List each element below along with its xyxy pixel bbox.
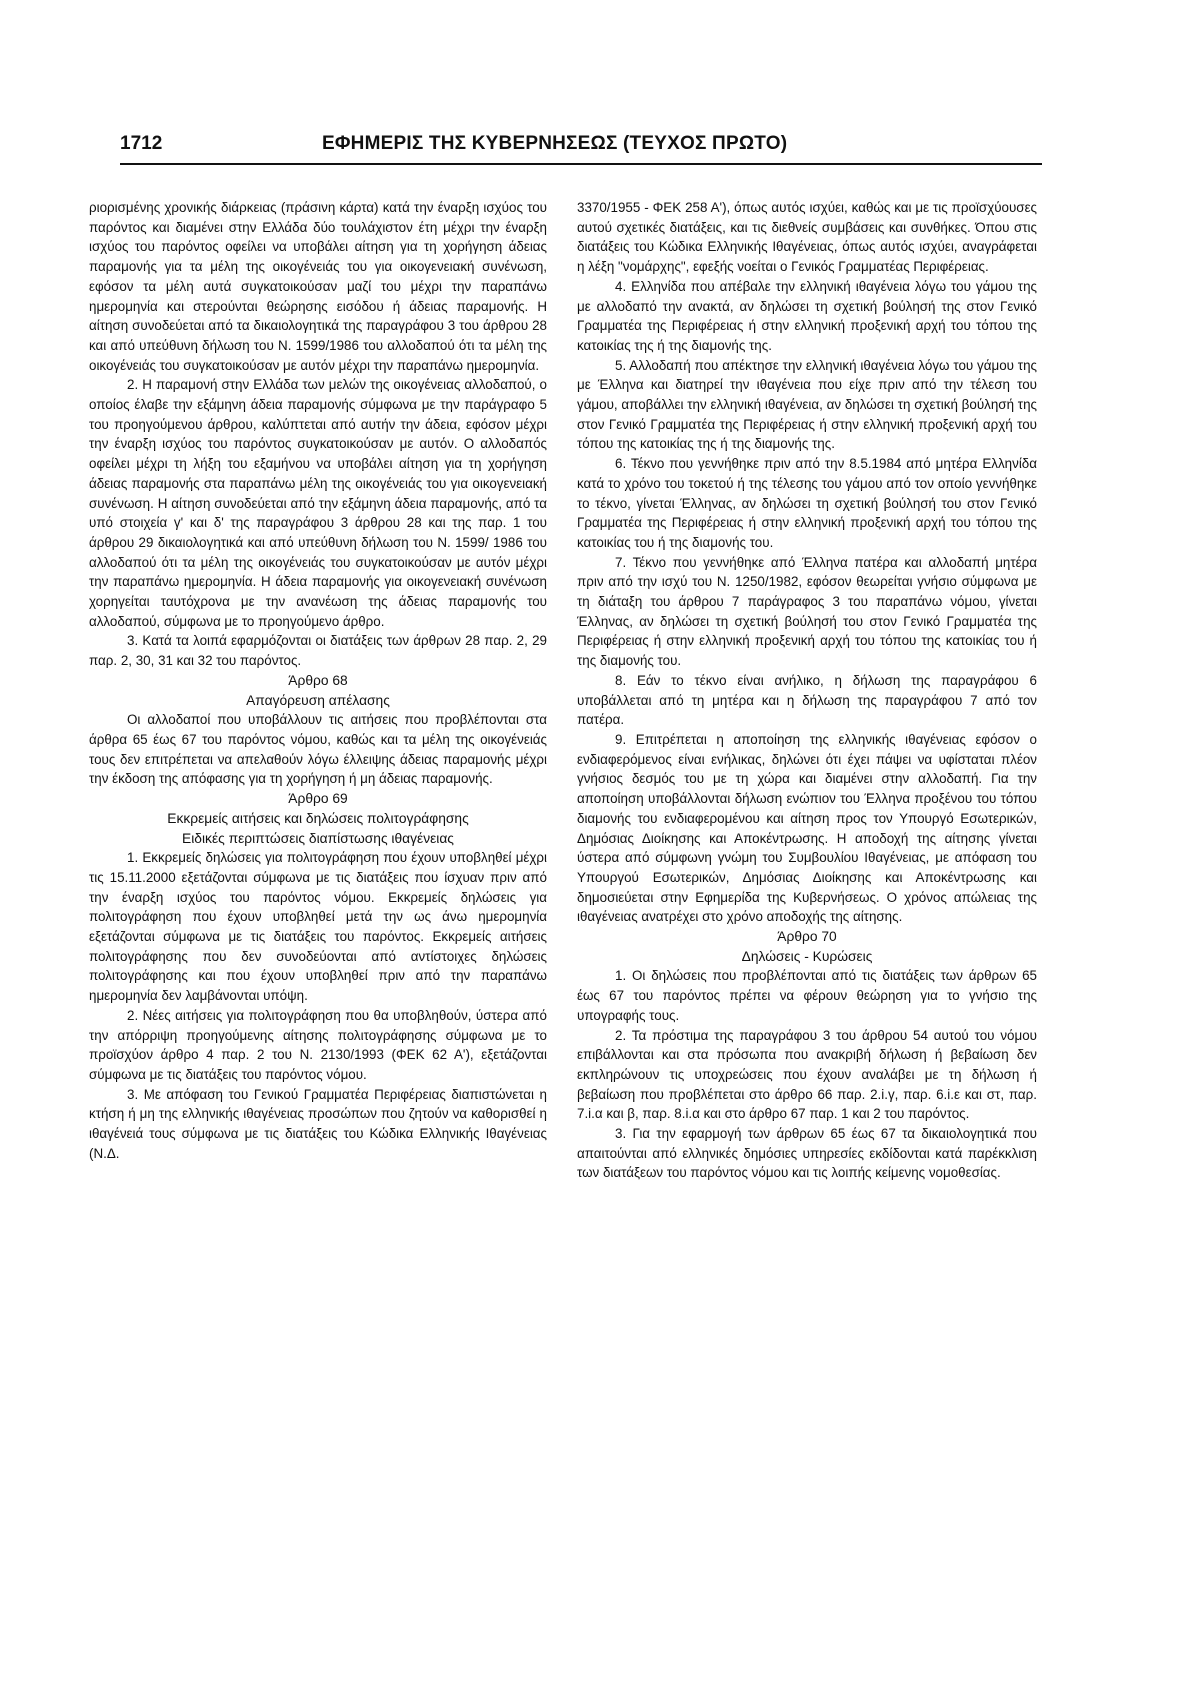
paragraph: 2. Νέες αιτήσεις για πολιτογράφηση που θα υποβληθούν, ύστερα από την απόρριψη προηγούμενης αίτησης πολιτογράφησης σύμφωνα με το προϊσχύον άρθρο 4 παρ. 2 του Ν. 2130/1993 (ΦΕΚ 62 Α'), εξετάζονται σύμφωνα με τις διατάξεις του παρόντος νόμου.	[89, 1007, 547, 1082]
paragraph: 2. Τα πρόστιμα της παραγράφου 3 του άρθρου 54 αυτού του νόμου επιβάλλονται και στα πρόσωπα που ανακριβή δήλωση ή βεβαίωση δεν εκπληρώνουν τις υποχρεώσεις που έχουν αναλάβει με τη δήλωση ή βεβαίωση που προβλέπεται στο άρθρο 66 παρ. 2.i.γ, παρ. 6.i.ε και στ, παρ. 7.i.α και β, παρ. 8.i.α και στο άρθρο 67 παρ. 1 και 2 του παρόντος.	[577, 1027, 1037, 1122]
paragraph: 9. Επιτρέπεται η αποποίηση της ελληνικής ιθαγένειας εφόσον ο ενδιαφερόμενος είναι ενήλικας, δηλώνει ότι έχει πάψει να υφίσταται πλέον γνήσιος δεσμός του με τη χώρα και διαμένει στην αλλοδαπή. Για την αποποίηση υποβάλλονται δήλωση ενώπιον του Έλληνα προξένου του τόπου διαμονής του ενδιαφερομένου και αίτηση προς τον Υπουργό Εσωτερικών, Δημόσιας Διοίκησης και Αποκέντρωσης. Η αποδοχή της αίτησης γίνεται ύστερα από σύμφωνη γνώμη του Συμβουλίου Ιθαγένειας, με απόφαση του Υπουργού Εσωτερικών, Δημόσιας Διοίκησης και Αποκέντρωσης και δημοσιεύεται στην Εφημερίδα της Κυβερνήσεως. Ο χρόνος απώλειας της ιθαγένειας ανατρέχει στο χρόνο αποδοχής της αίτησης.	[577, 731, 1037, 925]
header-rule	[120, 163, 1042, 165]
page-number: 1712	[120, 133, 163, 154]
paragraph: 3. Για την εφαρμογή των άρθρων 65 έως 67 τα δικαιολογητικά που απαιτούνται από ελληνικές δημόσιες υπηρεσίες εκδίδονται κατά παρέκκλιση των διατάξεων του παρόντος νόμου και τις λοιπής κείμενης νομοθεσίας.	[577, 1126, 1037, 1181]
journal-title: ΕΦΗΜΕΡΙΣ ΤΗΣ ΚΥΒΕΡΝΗΣΕΩΣ (ΤΕΥΧΟΣ ΠΡΩΤΟ)	[322, 133, 788, 154]
paragraph: 4. Ελληνίδα που απέβαλε την ελληνική ιθαγένεια λόγω του γάμου της με αλλοδαπό την ανακτά, αν δηλώσει τη σχετική βούλησή της στον Γενικό Γραμματέα της Περιφέρειας ή στην ελληνική προξενική αρχή του τόπου της κατοικίας της ή της διαμονής της.	[577, 278, 1037, 353]
paragraph: 3. Με απόφαση του Γενικού Γραμματέα Περιφέρειας διαπιστώνεται η κτήση ή μη της ελληνικής ιθαγένειας προσώπων που ζητούν να καθορισθεί η ιθαγένειά τους σύμφωνα με τις διατάξεις του Κώδικα Ελληνικής Ιθαγένειας (Ν.Δ.	[89, 1086, 547, 1161]
page-header	[120, 133, 1042, 163]
paragraph: 8. Εάν το τέκνο είναι ανήλικο, η δήλωση της παραγράφου 6 υποβάλλεται από τη μητέρα και η δήλωση της παραγράφου 7 από τον πατέρα.	[577, 672, 1037, 728]
paragraph: 3370/1955 - ΦΕΚ 258 Α'), όπως αυτός ισχύει, καθώς και με τις προϊσχύουσες αυτού σχετικές διατάξεις, και τις διεθνείς συμβάσεις και συνθήκες. Όπου στις διατάξεις του Κώδικα Ελληνικής Ιθαγένειας, όπως αυτός ισχύει, αναγράφεται η λέξη "νομάρχης", εφεξής νοείται ο Γενικός Γραμματέας Περιφέρειας.	[577, 200, 1037, 275]
paragraph: Οι αλλοδαποί που υποβάλλουν τις αιτήσεις που προβλέπονται στα άρθρα 65 έως 67 του παρόντος νόμου, καθώς και τα μέλη της οικογένειάς τους δεν επιτρέπεται να απελαθούν λόγω έλλειψης άδειας παραμονής μέχρι την έκδοση της απόφασης για τη χορήγηση ή μη άδειας παραμονής.	[89, 712, 547, 787]
paragraph: 5. Αλλοδαπή που απέκτησε την ελληνική ιθαγένεια λόγω του γάμου της με Έλληνα και διατηρεί την ιθαγένεια που είχε πριν από την τέλεση του γάμου, αποβάλλει την ελληνική ιθαγένεια, αν δηλώσει τη σχετική βούλησή της στον Γενικό Γραμματέα της Περιφέρειας ή στην ελληνική προξενική αρχή του τόπου της κατοικίας της ή της διαμονής της.	[577, 357, 1037, 452]
paragraph: ριορισμένης χρονικής διάρκειας (πράσινη κάρτα) κατά την έναρξη ισχύος του παρόντος και διαμένει στην Ελλάδα δύο τουλάχιστον έτη μέχρι την έναρξη ισχύος του παρόντος οφείλει να υποβάλει αίτηση για τη χορήγηση άδειας παραμονής για τα μέλη της οικογένειάς του για οικογενειακή συνένωση, εφόσον τα μέλη αυτά συγκατοικούσαν μαζί του μέχρι την παραπάνω ημερομηνία και στερούνται θεώρησης εισόδου ή άδειας παραμονής. Η αίτηση συνοδεύεται από τα δικαιολογητικά της παραγράφου 3 του άρθρου 28 και από υπεύθυνη δήλωση του Ν. 1599/1986 του αλλοδαπού ότι τα μέλη της οικογένειάς του συγκατοικούσαν με αυτόν μέχρι την παραπάνω ημερομηνία.	[89, 200, 547, 373]
paragraph: 3. Κατά τα λοιπά εφαρμόζονται οι διατάξεις των άρθρων 28 παρ. 2, 29 παρ. 2, 30, 31 και 32 του παρόντος.	[89, 633, 547, 669]
article-69-number: Άρθρο 69	[288, 791, 348, 807]
article-70-title: Δηλώσεις - Κυρώσεις	[741, 948, 873, 964]
left-column	[89, 198, 547, 1163]
article-68-number: Άρθρο 68	[288, 672, 348, 688]
article-68-title: Απαγόρευση απέλασης	[246, 692, 390, 708]
paragraph: 2. Η παραμονή στην Ελλάδα των μελών της οικογένειας αλλοδαπού, ο οποίος έλαβε την εξάμηνη άδεια παραμονής σύμφωνα με την παράγραφο 5 του προηγούμενου άρθρου, καλύπτεται από αυτήν την άδεια, εφόσον μέχρι την έναρξη ισχύος του παρόντος συγκατοικούσαν με αυτόν. Ο αλλοδαπός οφείλει μέχρι τη λήξη του εξαμήνου να υποβάλει αίτηση για τη χορήγηση άδειας παραμονής στα παραπάνω μέλη της οικογένειάς του για οικογενειακή συνένωση. Η αίτηση συνοδεύεται από την εξάμηνη άδεια παραμονής, από τα υπό στοιχεία γ' και δ' της παραγράφου 3 άρθρου 28 και της παρ. 1 του άρθρου 29 δικαιολογητικά και από υπεύθυνη δήλωση του Ν. 1599/ 1986 του αλλοδαπού ότι τα μέλη της οικογένειάς του συγκατοικούσαν με αυτόν μέχρι την παραπάνω ημερομηνία. Η άδεια παραμονής για οικογενειακή συνένωση χορηγείται ταυτόχρονα με την ανανέωση της άδειας παραμονής του αλλοδαπού, σύμφωνα με το προηγούμενο άρθρο.	[89, 377, 547, 629]
article-70-number: Άρθρο 70	[777, 929, 837, 945]
paragraph: 1. Εκκρεμείς δηλώσεις για πολιτογράφηση που έχουν υποβληθεί μέχρι τις 15.11.2000 εξετάζονται σύμφωνα με τις διατάξεις που ίσχυαν πριν από την έναρξη ισχύος του παρόντος νόμου. Εκκρεμείς δηλώσεις για πολιτογράφηση που έχουν υποβληθεί μετά την ως άνω ημερομηνία εξετάζονται σύμφωνα με τις διατάξεις του παρόντος. Εκκρεμείς αιτήσεις πολιτογράφησης που δεν συνοδεύονται από αντίστοιχες δηλώσεις πολιτογράφησης και που έχουν υποβληθεί πριν από την παραπάνω ημερομηνία δεν λαμβάνονται υπόψη.	[89, 850, 547, 1004]
article-69-title: Εκκρεμείς αιτήσεις και δηλώσεις πολιτογράφησης	[167, 810, 469, 826]
paragraph: 1. Οι δηλώσεις που προβλέπονται από τις διατάξεις των άρθρων 65 έως 67 του παρόντος πρέπει να φέρουν θεώρηση για το γνήσιο της υπογραφής τους.	[577, 968, 1037, 1023]
article-69-subtitle: Ειδικές περιπτώσεις διαπίστωσης ιθαγένειας	[182, 830, 454, 846]
paragraph: 6. Τέκνο που γεννήθηκε πριν από την 8.5.1984 από μητέρα Ελληνίδα κατά το χρόνο του τοκετού ή της τέλεσης του γάμου από τον οποίο γεννήθηκε το τέκνο, γίνεται Έλληνας, αν δηλώσει τη σχετική βούλησή του στον Γενικό Γραμματέα της Περιφέρειας ή στην ελληνική προξενική αρχή του τόπου της κατοικίας του ή της διαμονής του.	[577, 456, 1037, 550]
paragraph: 7. Τέκνο που γεννήθηκε από Έλληνα πατέρα και αλλοδαπή μητέρα πριν από την ισχύ του Ν. 1250/1982, εφόσον θεωρείται γνήσιο σύμφωνα με τη διάταξη του άρθρου 7 παράγραφος 3 του παραπάνω νόμου, γίνεται Έλληνας, αν δηλώσει τη σχετική βούλησή του στον Γενικό Γραμματέα της Περιφέρειας ή στην ελληνική προξενική αρχή του τόπου της κατοικίας του ή της διαμονής του.	[577, 554, 1037, 669]
right-column	[577, 198, 1037, 1183]
